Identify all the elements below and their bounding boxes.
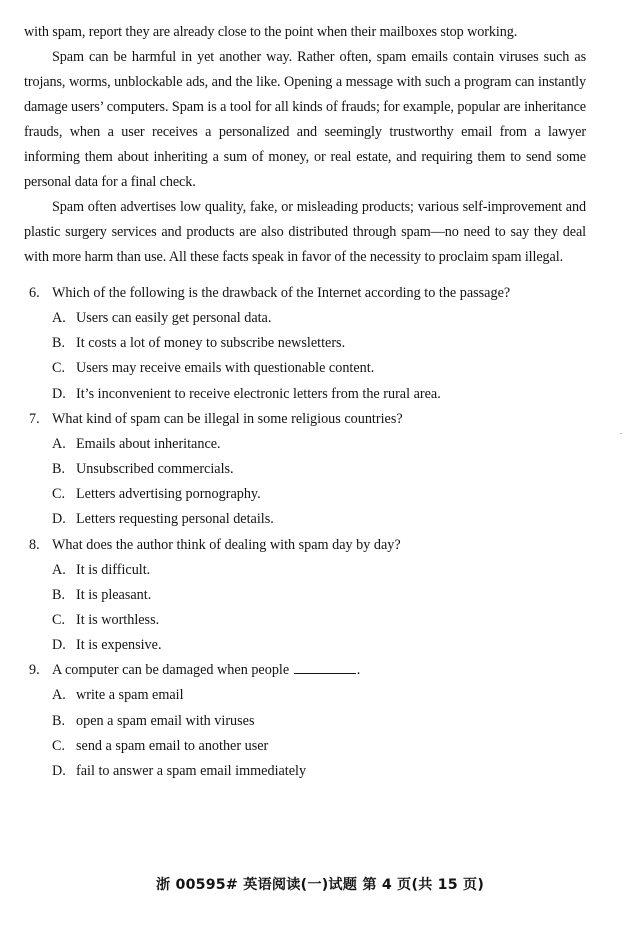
option-text: Letters requesting personal details. — [76, 511, 274, 528]
question-9 — [24, 658, 586, 784]
option-c — [24, 482, 586, 507]
option-letter: C. — [52, 360, 66, 377]
option-text: It is expensive. — [76, 637, 162, 654]
option-letter: D. — [52, 385, 66, 402]
question-text: What kind of spam can be illegal in some religious countries? — [52, 410, 403, 427]
option-b — [24, 709, 586, 734]
option-text: It costs a lot of money to subscribe newsletters. — [76, 335, 346, 352]
option-d — [24, 382, 586, 407]
option-b — [24, 583, 586, 608]
question-stem — [24, 658, 586, 683]
answer-blank — [294, 659, 356, 674]
question-text: Which of the following is the drawback of the Internet according to the passage? — [52, 285, 511, 301]
option-c — [24, 734, 586, 759]
question-7 — [24, 407, 586, 533]
option-letter: A. — [52, 561, 66, 578]
option-text: It’s inconvenient to receive electronic letters from the rural area. — [76, 385, 441, 402]
reading-passage — [24, 20, 586, 270]
option-letter: A. — [52, 687, 66, 704]
question-text-suffix: . — [356, 662, 361, 679]
option-letter: C. — [52, 737, 66, 754]
option-letter: B. — [52, 712, 66, 729]
option-a — [24, 432, 586, 457]
option-b — [24, 331, 586, 356]
option-text: Emails about inheritance. — [76, 435, 221, 452]
option-text: open a spam email with viruses — [76, 712, 255, 729]
option-text: write a spam email — [76, 687, 184, 704]
option-text: Unsubscribed commercials. — [76, 461, 234, 478]
question-8 — [24, 533, 586, 659]
option-text: Letters advertising pornography. — [76, 486, 261, 503]
question-list — [24, 281, 586, 784]
option-text: Users may receive emails with questionable content. — [76, 360, 375, 377]
option-letter: B. — [52, 461, 66, 478]
option-c — [24, 356, 586, 381]
scan-speck — [620, 433, 622, 434]
option-text: It is pleasant. — [76, 586, 152, 603]
option-b — [24, 457, 586, 482]
option-letter: B. — [52, 335, 66, 352]
option-d — [24, 759, 586, 784]
option-a — [24, 683, 586, 708]
question-stem — [24, 407, 586, 432]
option-d — [24, 633, 586, 658]
question-number: 7. — [29, 410, 40, 427]
option-letter: C. — [52, 612, 66, 629]
option-letter: A. — [52, 310, 66, 326]
option-a — [24, 558, 586, 583]
option-d — [24, 507, 586, 532]
question-text: What does the author think of dealing with spam day by day? — [52, 536, 401, 553]
page-footer: 浙 00595# 英语阅读(一)试题 第 4 页(共 15 页) — [155, 877, 485, 893]
option-letter: D. — [52, 763, 66, 780]
option-letter: C. — [52, 486, 66, 503]
passage-paragraph-3: Spam often advertises low quality, fake, or misleading products; various self-improvement and plastic surgery services and products are also distributed through spam—no need to say they deal with more harm than use. All these facts speak in favor of the necessity to proclaim spam illegal. — [24, 199, 586, 265]
option-letter: B. — [52, 586, 66, 603]
question-stem — [24, 533, 586, 558]
question-number: 8. — [29, 536, 40, 553]
option-letter: D. — [52, 637, 66, 654]
option-text: fail to answer a spam email immediately — [76, 763, 307, 780]
question-6 — [24, 281, 586, 407]
option-text: send a spam email to another user — [76, 737, 269, 754]
option-text: It is difficult. — [76, 561, 151, 578]
option-letter: D. — [52, 511, 66, 528]
option-c — [24, 608, 586, 633]
question-number: 9. — [29, 662, 40, 679]
question-stem — [24, 281, 586, 306]
question-text: A computer can be damaged when people — [52, 662, 290, 679]
question-number: 6. — [29, 285, 40, 301]
exam-page — [24, 20, 586, 784]
passage-paragraph-1: with spam, report they are already close to the point when their mailboxes stop working. — [24, 24, 518, 40]
option-letter: A. — [52, 435, 66, 452]
option-text: Users can easily get personal data. — [76, 310, 272, 326]
option-text: It is worthless. — [76, 612, 160, 629]
option-a — [24, 306, 586, 331]
passage-paragraph-2: Spam can be harmful in yet another way. Rather often, spam emails contain viruses such as trojans, worms, unblockable ads, and the like. Opening a message with such a program can instantly damage users’ computers. Spam is a tool for all kinds of frauds; for example, popular are inheritance frauds, when a user receives a personalized and seemingly trustworthy email from a lawyer informing them about inheriting a sum of money, or real estate, and requiring them to send some personal data for a final check. — [24, 49, 586, 190]
